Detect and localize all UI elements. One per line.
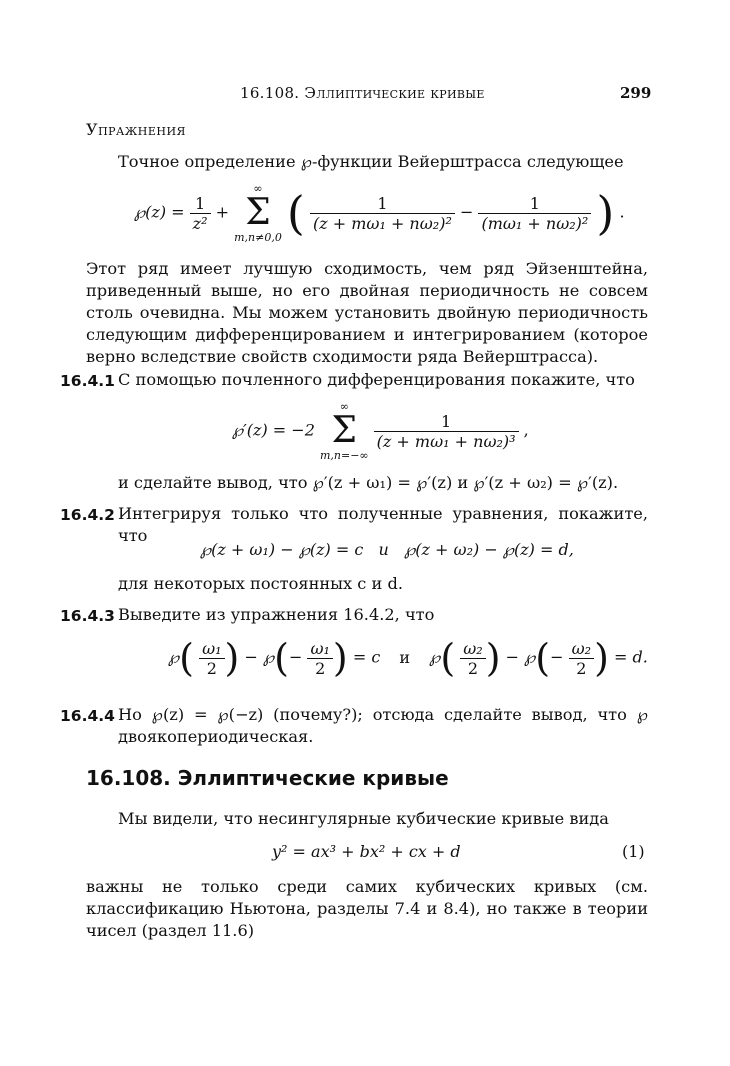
running-title: 16.108. Эллиптические кривые xyxy=(240,84,485,102)
exercise-text: Интегрируя только что полученные уравнения, покажите, что xyxy=(118,504,648,545)
section-title: 16.108. Эллиптические кривые xyxy=(86,766,449,790)
formula-lhs: ℘(z) = xyxy=(134,202,185,222)
exercise-label: 16.4.2 xyxy=(60,506,115,524)
sum-symbol: ∞ Σ m,n=−∞ xyxy=(319,400,369,462)
fraction: $\frac{\text{ω₁}}{2}$ xyxy=(199,639,224,678)
page-number: 299 xyxy=(620,84,652,102)
exercise-label: 16.4.1 xyxy=(60,372,115,390)
exercise-conclusion: для некоторых постоянных c и d. xyxy=(118,574,403,593)
derivative-formula: ℘′(z) = −2 ∞ Σ m,n=−∞ $\frac{1}{\text{(z + mω₁ + nω₂)³}}$ , xyxy=(232,400,529,462)
exercise-text: Выведите из упражнения 16.4.2, что xyxy=(118,605,435,624)
sum-symbol: ∞ Σ m,n≠0,0 xyxy=(234,182,282,244)
exercise-conclusion: и сделайте вывод, что ℘′(z + ω₁) = ℘′(z) и ℘′(z + ω₂) = ℘′(z). xyxy=(118,473,619,492)
fraction: $\frac{1}{\text{(z + mω₁ + nω₂)³}}$ xyxy=(374,412,519,451)
fraction: $\frac{1}{\text{(z + mω₁ + nω₂)²}}$ xyxy=(310,194,455,233)
cubic-equation: y² = ax³ + bx² + cx + d xyxy=(272,842,461,861)
equation-number: (1) xyxy=(622,842,645,861)
exercises-paragraph: Этот ряд имеет лучшую сходимость, чем ряд Эйзенштейна, приведенный выше, но его двойная периодичность не совсем столь очевидна. Мы можем установить двойную периодичность следующим дифференцированием и интегрированием (которое верно вследствие свойств сходимости ряда Вейерштрасса). xyxy=(86,259,648,366)
fraction: $\frac{1}{\text{z²}}$ xyxy=(190,194,211,233)
exercises-heading: Упражнения xyxy=(86,120,186,139)
fraction: $\frac{\text{ω₂}}{2}$ xyxy=(569,639,594,678)
integration-formula: ℘(z + ω₁) − ℘(z) = c и ℘(z + ω₂) − ℘(z) = d, xyxy=(200,540,574,559)
exercises-intro: Точное определение ℘-функции Вейерштрасса следующее xyxy=(118,152,624,171)
exercise-label: 16.4.4 xyxy=(60,707,115,725)
exercise-text: С помощью почленного дифференцирования покажите, что xyxy=(118,370,635,389)
half-period-formula: ℘( $\frac{\text{ω₁}}{2}$ ) − ℘(− $\frac{\text{ω₁}}{2}$ ) = c и ℘( $\frac{\text{ω₂}}{2}$ ) − ℘(− $\frac{\text{ω₂}}{2}$ ) = d. xyxy=(168,636,648,680)
fraction: $\frac{\text{ω₁}}{2}$ xyxy=(307,639,332,678)
fraction: $\frac{1}{\text{(mω₁ + nω₂)²}}$ xyxy=(478,194,591,233)
section-paragraph: важны не только среди самих кубических кривых (см. классификацию Ньютона, разделы 7.4 и 8.4), но также в теории чисел (раздел 11.6) xyxy=(86,877,648,940)
exercise-label: 16.4.3 xyxy=(60,607,115,625)
exercise-text: Но ℘(z) = ℘(−z) (почему?); отсюда сделайте вывод, что ℘ двоякопериодическая. xyxy=(118,705,648,746)
fraction: $\frac{\text{ω₂}}{2}$ xyxy=(460,639,485,678)
weierstrass-formula: ℘(z) = $\frac{1}{\text{z²}}$ + ∞ Σ m,n≠0,0 ( $\frac{1}{\text{(z + mω₁ + nω₂)²}}$ − $\frac{1}{\text{(mω₁ + nω₂)²}}$ ) . xyxy=(134,182,625,244)
section-intro: Мы видели, что несингулярные кубические кривые вида xyxy=(118,809,609,828)
